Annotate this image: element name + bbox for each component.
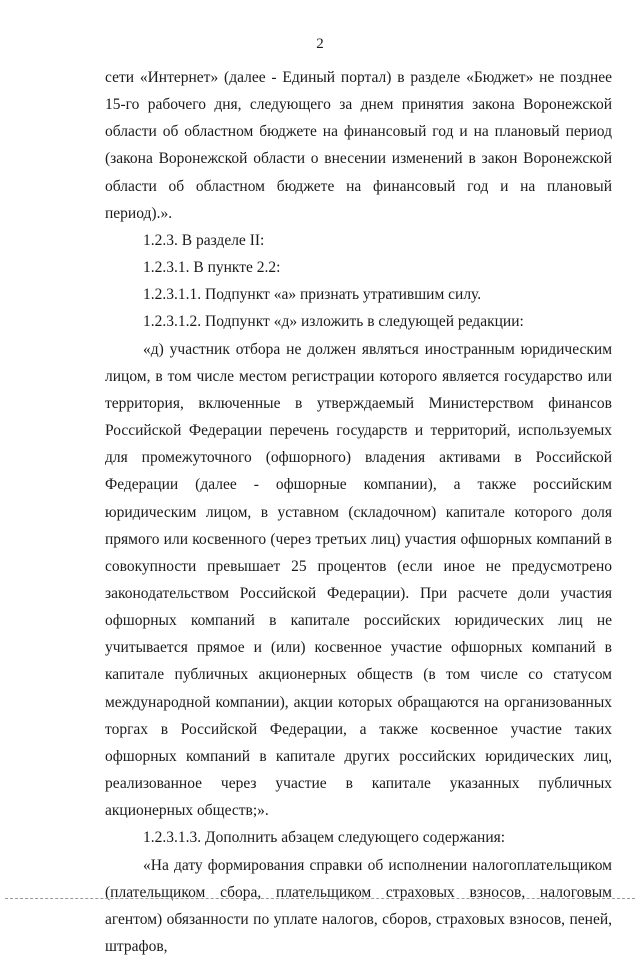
paragraph-section-heading: 1.2.3. В разделе II: bbox=[143, 231, 265, 249]
paragraph-point-heading: 1.2.3.1. В пункте 2.2: bbox=[143, 259, 281, 277]
scan-edge-line bbox=[5, 898, 635, 900]
page-number: 2 bbox=[316, 36, 324, 52]
paragraph-subpoint-d-text: «д) участник отбора не должен являться иностранным юридическим лицом, в том числе местом регистрации которого является государство или территория, включенные в утверждаемый Министерством финансов Российской Федерации перечень государств и территорий, используемых для промежуточного (офшорного) владения активами в Российской Федерации (далее - офшорные компании), а также российским юридическим лицом, в уставном (складочном) капитале которого доля прямого или косвенного (через третьих лиц) участия офшорных компаний в совокупности превышает 25 процентов (если иное не предусмотрено законодательством Российской Федерации). При расчете доли участия офшорных компаний в капитале российских юридических лиц не учитывается прямое и (или) косвенное участие офшорных компаний в капитале публичных акционерных обществ (в том числе со статусом международной компании), акции которых обращаются на организованных торгах в Российской Федерации, а также косвенное участие таких офшорных компаний в капитале других российских юридических лиц, реализованное через участие в капитале указанных публичных акционерных обществ;». bbox=[105, 340, 612, 820]
paragraph-subpoint-d-intro: 1.2.3.1.2. Подпункт «д» изложить в следующей редакции: bbox=[143, 313, 524, 331]
paragraph-continuation: сети «Интернет» (далее - Единый портал) в разделе «Бюджет» не позднее 15-го рабочего дня, следующего за днем принятия закона Воронежской области об областном бюджете на финансовый год и на плановый период (закона Воронежской области о внесении изменений в закон Воронежской области об областном бюджете на финансовый год и на плановый период).». bbox=[105, 69, 612, 222]
paragraph-subpoint-a: 1.2.3.1.1. Подпункт «а» признать утратившим силу. bbox=[143, 286, 482, 304]
paragraph-addition-text: «На дату формирования справки об исполнении налогоплательщиком (плательщиком сбора, плательщиком страховых взносов, налоговым агентом) обязанности по уплате налогов, сборов, страховых взносов, пеней, штрафов, bbox=[105, 856, 612, 955]
paragraph-addition-intro: 1.2.3.1.3. Дополнить абзацем следующего содержания: bbox=[143, 829, 506, 847]
document-body bbox=[105, 64, 612, 960]
